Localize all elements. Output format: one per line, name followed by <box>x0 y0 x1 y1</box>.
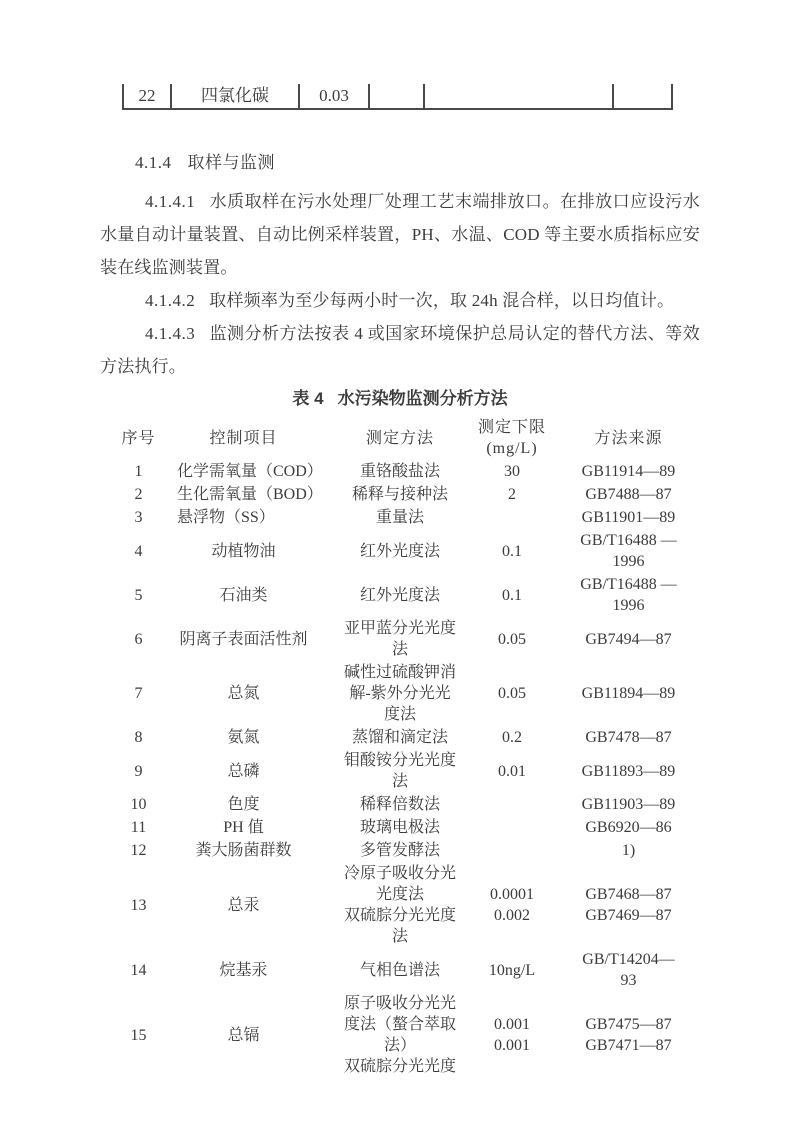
cell-method: 蒸馏和滴定法 <box>351 729 448 746</box>
table-row <box>100 793 700 816</box>
cell-source: GB/T14204— 93 <box>582 951 675 989</box>
cell-source: 1) <box>621 842 636 859</box>
cell-method: 重铬酸盐法 <box>359 463 440 480</box>
cell-item: 色度 <box>227 796 260 813</box>
table-monitoring-methods <box>100 416 700 1078</box>
cell-source: GB7488—87 <box>585 486 672 503</box>
cell-limit: 10ng/L <box>488 961 536 979</box>
cell-item: 总汞 <box>227 896 260 914</box>
paragraph-text: 监测分析方法按表 4 或国家环境保护总局认定的替代方法、等效方法执行。 <box>100 324 700 376</box>
section-number: 4.1.4 <box>135 153 172 172</box>
header-limit: 测定下限 (mg/L) <box>477 419 546 457</box>
cell-limit: 30 <box>504 463 520 480</box>
header-method: 测定方法 <box>365 429 434 447</box>
continued-table-row <box>122 84 673 110</box>
table-row <box>100 839 700 862</box>
cell-item: 总氮 <box>227 685 260 702</box>
table-row <box>100 749 700 793</box>
table-row <box>100 573 700 617</box>
cell-method: 钼酸铵分光光度 法 <box>343 752 456 790</box>
table-row <box>100 726 700 749</box>
cell-method: 红外光度法 <box>359 586 440 604</box>
cell-limit: 0.05 <box>498 630 526 648</box>
cell-source: GB/T16488 — 1996 <box>580 532 677 570</box>
cell-item: 悬浮物（SS） <box>177 509 275 526</box>
cell-method: 多管发酵法 <box>359 842 440 859</box>
cell-source: GB/T16488 — 1996 <box>580 576 677 614</box>
cell-no: 9 <box>134 762 143 780</box>
fragment-cell-empty <box>423 84 612 108</box>
fragment-cell-item: 四氯化碳 <box>170 84 298 108</box>
cell-no: 6 <box>134 630 143 648</box>
table-title-label: 表 4 <box>292 389 324 408</box>
cell-source: GB6920—86 <box>585 819 672 836</box>
table-title <box>100 384 700 414</box>
table-row <box>100 483 700 506</box>
cell-no: 5 <box>134 586 143 604</box>
cell-item: 总磷 <box>227 762 260 780</box>
cell-source: GB11901—89 <box>581 509 676 526</box>
table-title-text: 水污染物监测分析方法 <box>337 389 508 408</box>
fragment-cell-no: 22 <box>122 84 170 108</box>
cell-method: 亚甲蓝分光光度 法 <box>343 620 456 658</box>
paragraph-number: 4.1.4.1 <box>145 192 196 211</box>
cell-no: 1 <box>134 463 143 480</box>
cell-no: 12 <box>130 842 147 859</box>
cell-method: 玻璃电极法 <box>359 819 440 836</box>
paragraph <box>100 284 700 317</box>
paragraph <box>100 317 700 383</box>
cell-limit: 0.1 <box>502 542 522 560</box>
cell-no: 15 <box>130 1026 147 1044</box>
cell-source: GB11893—89 <box>581 762 676 780</box>
paragraph-text: 水质取样在污水处理厂处理工艺末端排放口。在排放口应设污水水量自动计量装置、自动比例采样装置，PH、水温、COD 等主要水质指标应安装在线监测装置。 <box>100 192 700 277</box>
cell-item: 动植物油 <box>211 542 276 560</box>
cell-method: 稀释倍数法 <box>359 796 440 813</box>
cell-limit: 0.0001 0.002 <box>490 886 534 924</box>
cell-method: 气相色谱法 <box>359 961 440 979</box>
table-row <box>100 661 700 726</box>
cell-item: 生化需氧量（BOD） <box>177 486 323 503</box>
cell-limit: 0.001 0.001 <box>494 1016 530 1054</box>
cell-no: 7 <box>134 685 143 702</box>
cell-item: PH 值 <box>223 819 264 836</box>
cell-source: GB11914—89 <box>581 463 676 480</box>
header-no: 序号 <box>121 429 156 447</box>
fragment-cell-value: 0.03 <box>298 84 368 108</box>
cell-method: 红外光度法 <box>359 542 440 560</box>
cell-limit: 2 <box>508 486 516 503</box>
cell-method: 原子吸收分光光 度法（螯合萃取 法） 双硫腙分光光度 <box>343 995 456 1075</box>
cell-no: 10 <box>130 796 147 813</box>
table-row <box>100 948 700 992</box>
table-row <box>100 816 700 839</box>
cell-no: 8 <box>134 729 143 746</box>
cell-limit: 0.05 <box>498 685 526 702</box>
cell-method: 重量法 <box>375 509 424 526</box>
cell-item: 烷基汞 <box>219 961 268 979</box>
table-body <box>100 460 700 1078</box>
cell-method: 碱性过硫酸钾消 解-紫外分光光 度法 <box>343 664 456 723</box>
paragraph <box>100 185 700 284</box>
table-header-row <box>100 416 700 460</box>
cell-source: GB7468—87 GB7469—87 <box>585 886 672 924</box>
paragraph-text: 取样频率为至少每两小时一次，取 24h 混合样，以日均值计。 <box>209 291 675 310</box>
cell-method: 冷原子吸收分光 光度法 双硫腙分光光度 法 <box>343 865 456 945</box>
cell-source: GB7494—87 <box>585 630 672 648</box>
page-content <box>100 110 700 1078</box>
header-item: 控制项目 <box>209 429 278 447</box>
table-row <box>100 529 700 573</box>
cell-source: GB7475—87 GB7471—87 <box>585 1016 672 1054</box>
cell-method: 稀释与接种法 <box>351 486 448 503</box>
fragment-cell-empty <box>368 84 423 108</box>
cell-item: 阴离子表面活性剂 <box>179 630 308 648</box>
cell-no: 13 <box>130 896 147 914</box>
header-source: 方法来源 <box>594 429 663 447</box>
paragraph-number: 4.1.4.2 <box>145 291 196 310</box>
section-heading <box>135 148 700 173</box>
cell-no: 3 <box>134 509 143 526</box>
cell-source: GB11903—89 <box>581 796 676 813</box>
table-row <box>100 617 700 661</box>
cell-no: 11 <box>130 819 147 836</box>
fragment-cell-empty <box>612 84 673 108</box>
cell-no: 14 <box>130 961 147 979</box>
table-row <box>100 460 700 483</box>
paragraph-number: 4.1.4.3 <box>145 324 196 343</box>
cell-item: 粪大肠菌群数 <box>195 842 292 859</box>
table-row <box>100 862 700 948</box>
cell-limit: 0.1 <box>502 586 522 604</box>
cell-no: 4 <box>134 542 143 560</box>
section-title: 取样与监测 <box>187 153 275 172</box>
table-row <box>100 506 700 529</box>
cell-item: 氨氮 <box>227 729 260 746</box>
cell-limit: 0.01 <box>498 762 526 780</box>
cell-source: GB11894—89 <box>581 685 676 702</box>
cell-limit: 0.2 <box>502 729 522 746</box>
cell-item: 化学需氧量（COD） <box>177 463 323 480</box>
cell-source: GB7478—87 <box>585 729 672 746</box>
cell-no: 2 <box>134 486 143 503</box>
cell-item: 总镉 <box>227 1026 260 1044</box>
cell-item: 石油类 <box>219 586 268 604</box>
table-row <box>100 992 700 1078</box>
